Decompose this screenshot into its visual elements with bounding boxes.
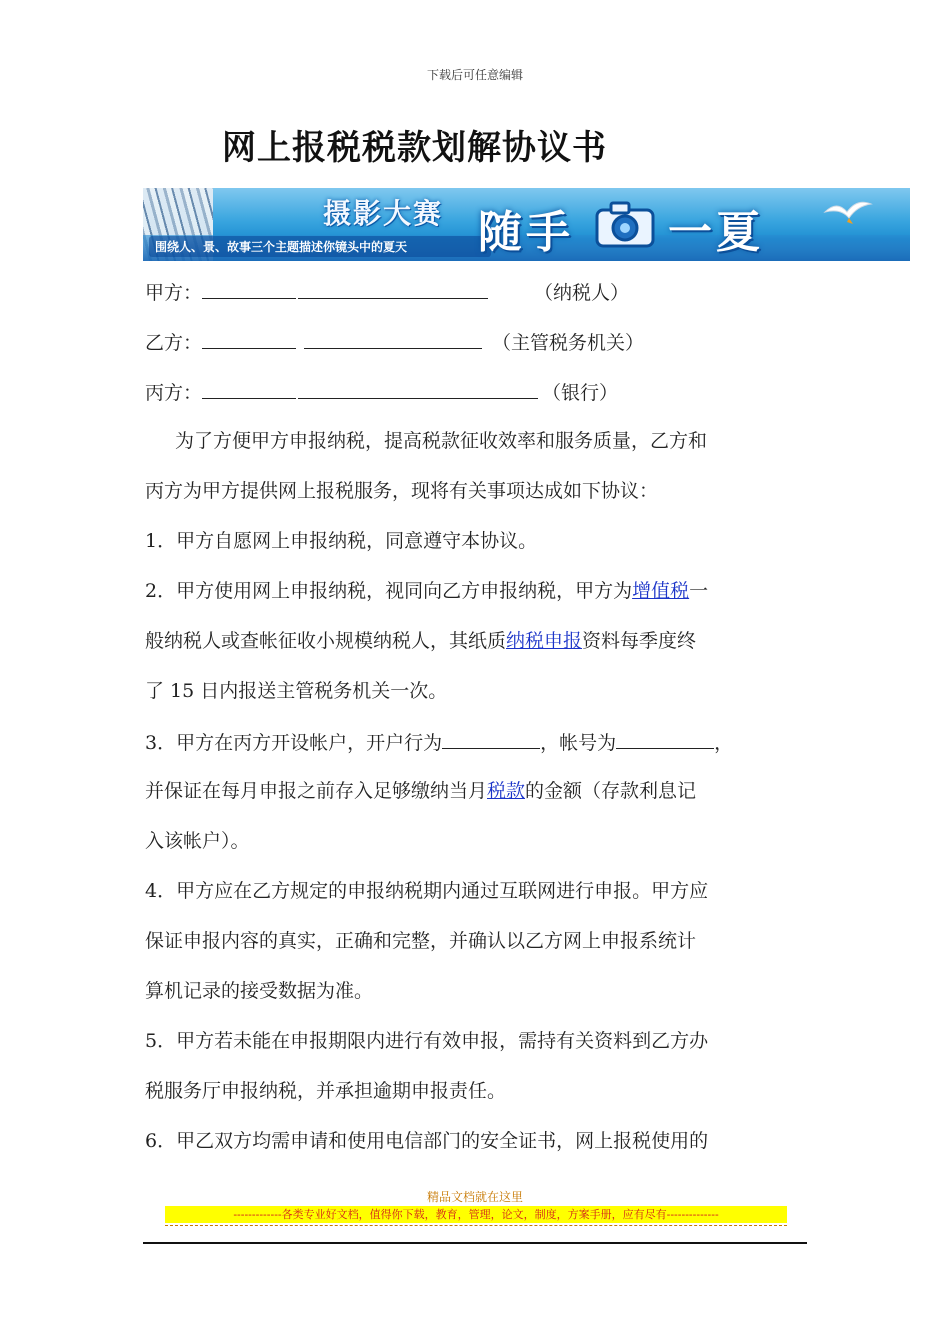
banner-slogan-part2: 一夏 (668, 207, 764, 258)
intro-line-1: 为了方便甲方申报纳税，提高税款征收效率和服务质量，乙方和 (175, 430, 708, 452)
footer-rule (143, 1242, 807, 1244)
banner-slogan-part1: 随手 (478, 207, 574, 258)
party-c-role: （银行） (542, 382, 619, 404)
party-c-blank-1[interactable] (202, 378, 296, 399)
banner-tagline: 围绕人、景、故事三个主题描述你镜头中的夏天 (149, 236, 491, 257)
party-b-label: 乙方： (145, 332, 203, 354)
party-a-line (145, 278, 629, 306)
clause-3-text-e: 的金额（存款利息记 (525, 780, 697, 802)
tax-payment-link[interactable]: 税款 (487, 780, 526, 802)
party-b-line (145, 328, 644, 356)
clause-6-line-1: 6．甲乙双方均需申请和使用电信部门的安全证书，网上报税使用的 (145, 1130, 709, 1152)
clause-3-line-2 (145, 778, 696, 804)
footer-promo-band: -------------各类专业好文档，值得你下载，教育，管理，论文，制度，方案手册，应有尽有-------------- (165, 1206, 787, 1223)
camera-icon (593, 198, 657, 250)
clause-2-text-d: 资料每季度终 (582, 630, 697, 652)
party-c-line (145, 378, 618, 406)
party-a-blank-1[interactable] (202, 278, 296, 299)
vat-link[interactable]: 增值税 (632, 580, 690, 602)
tax-declaration-link[interactable]: 纳税申报 (506, 630, 583, 652)
party-a-label: 甲方： (145, 282, 203, 304)
party-a-role: （纳税人） (534, 282, 630, 304)
footer-dashed-divider (165, 1225, 787, 1234)
clause-2-text-b: 一 (689, 580, 709, 602)
photo-contest-banner[interactable] (143, 188, 910, 261)
clause-4-line-1: 4．甲方应在乙方规定的申报纳税期内通过互联网进行申报。甲方应 (145, 880, 709, 902)
clause-4-line-2: 保证申报内容的真实，正确和完整，并确认以乙方网上申报系统计 (145, 930, 697, 952)
party-b-blank-1[interactable] (202, 328, 296, 349)
clause-2-line-1 (145, 578, 708, 604)
clause-5-line-1: 5．甲方若未能在申报期限内进行有效申报，需持有关资料到乙方办 (145, 1030, 709, 1052)
page-header-note: 下载后可任意编辑 (426, 68, 523, 82)
clause-4-line-3: 算机记录的接受数据为准。 (145, 980, 374, 1002)
clause-3-text-d: 并保证在每月申报之前存入足够缴纳当月 (145, 780, 488, 802)
banner-contest-title: 摄影大赛 (323, 197, 444, 230)
clause-2-line-3: 了 15 日内报送主管税务机关一次。 (145, 680, 448, 702)
clause-1: 1．甲方自愿网上申报纳税，同意遵守本协议。 (145, 530, 538, 552)
party-c-blank-2[interactable] (298, 378, 538, 399)
clause-2-line-2 (145, 628, 696, 654)
party-c-label: 丙方： (145, 382, 203, 404)
intro-line-2: 丙方为甲方提供网上报税服务，现将有关事项达成如下协议： (145, 480, 659, 502)
bank-branch-blank[interactable] (442, 728, 540, 749)
clause-3-text-c: ， (714, 732, 734, 754)
document-title: 网上报税税款划解协议书 (222, 128, 607, 168)
party-a-blank-2[interactable] (298, 278, 488, 299)
party-b-role: （主管税务机关） (492, 332, 645, 354)
clause-3-line-1 (145, 728, 733, 756)
party-b-blank-2[interactable] (304, 328, 482, 349)
clause-3-text-b: ，帐号为 (540, 732, 617, 754)
footer-title: 精品文档就在这里 (426, 1190, 523, 1204)
seagull-icon (823, 192, 873, 232)
clause-3-text-a: 3．甲方在丙方开设帐户，开户行为 (145, 732, 443, 754)
clause-5-line-2: 税服务厅申报纳税，并承担逾期申报责任。 (145, 1080, 507, 1102)
account-number-blank[interactable] (616, 728, 714, 749)
clause-2-text-c: 般纳税人或查帐征收小规模纳税人，其纸质 (145, 630, 507, 652)
clause-3-line-3: 入该帐户）。 (145, 830, 250, 852)
clause-2-text-a: 2．甲方使用网上申报纳税，视同向乙方申报纳税，甲方为 (145, 580, 633, 602)
